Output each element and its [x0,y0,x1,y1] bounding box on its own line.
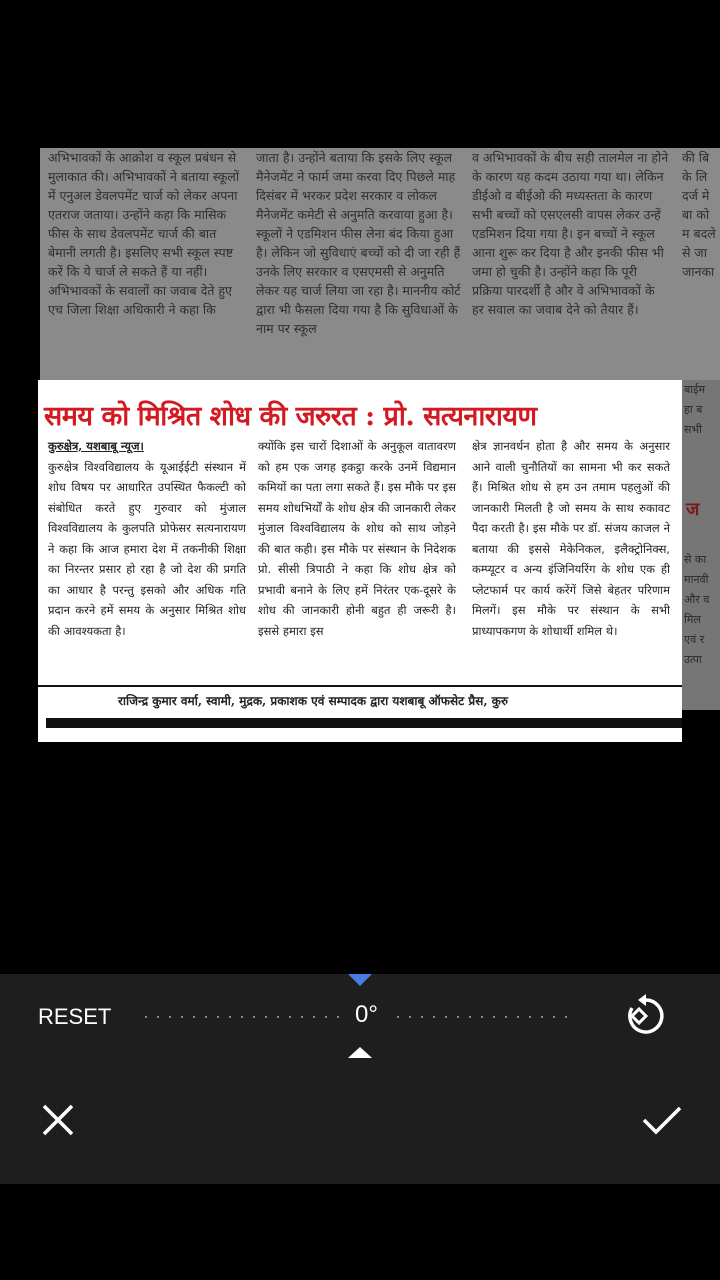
dial-tick [301,1016,303,1018]
background-column: जाता है। उन्होंने बताया कि इसके लिए स्कूल मैनेजमेंट ने फार्म जमा करवा दिए पिछले माह दिसंबर में भरकर प्रदेश सरकार व लोकल मैनेजमेंट कमेटी से अनुमति करवाया हुआ है। स्कूलों ने एडमिशन फीस लेना बंद किया हुआ है। लेकिन जो सुविधाएं बच्चों को दी जा रही हैं उनके लिए सरकार व एसएमसी से अनुमति लेकर यह चार्ज लिया जा रहा है। माननीय कोर्ट द्वारा भी फैसला दिया गया है कि सुविधाओं के नाम पर स्कूल [256,150,465,336]
dial-tick [469,1016,471,1018]
dial-tick [481,1016,483,1018]
article-headline: समय को मिश्रित शोध की जरुरत : प्रो. सत्यनारायण [44,401,537,432]
dial-tick [181,1016,183,1018]
dial-tick [217,1016,219,1018]
background-column: अभिभावकों के आक्रोश व स्कूल प्रबंधन से मुलाकात की। अभिभावकों ने बताया स्कूलों में एनुअल डेवलपमेंट चार्ज को लेकर अपना एतराज जताया। उन्होंने कहा कि मासिक फीस के साथ डेवलपमेंट चार्ज की बात बेमानी लगती है। इसलिए सभी स्कूल स्पष्ट करें कि ये चार्ज ले सकते हैं या नहीं। अभिभावकों के सवालों का जवाब देते हुए एच जिला शिक्षा अधिकारी ने कहा कि [48,150,244,317]
dial-tick [565,1016,567,1018]
dial-tick [205,1016,207,1018]
dial-tick [241,1016,243,1018]
dial-tick [529,1016,531,1018]
dial-tick [265,1016,267,1018]
footer-bar [46,718,682,728]
imprint-line: राजिन्द्र कुमार वर्मा, स्वामी, मुद्रक, प्रकाशक एवं सम्पादक द्वारा यशबाबू ऑफसेट प्रैस, कुरु [118,694,509,708]
check-icon[interactable] [638,1098,686,1142]
background-fragment: और व [684,593,710,606]
dial-tick [253,1016,255,1018]
article-dateline: कुरुक्षेत्र, यशबाबू न्यूज। [48,439,144,453]
background-fragment: मानवी [684,573,709,586]
background-column: की बि के लि दर्ज मे बा को म बदले से जा जानका [682,150,720,279]
background-fragment: से का [684,553,707,566]
article-column-1 [48,436,246,641]
dial-tick [277,1016,279,1018]
dial-tick [337,1016,339,1018]
dial-tick [157,1016,159,1018]
article-column-3: क्षेत्र ज्ञानवर्धन होता है और समय के अनुसार आने वाली चुनौतियों का सामना भी कर सकते हैं। मिश्रित शोध से हम उन तमाम पहलुओं की जानकारी मिलती है जो समय के साथ रुकावट पैदा करती है। इस मौके पर डॉ. संजय काजल ने बताया की इससे मेकेनिकल, इलैक्ट्रोनिक्स, कम्प्यूटर व अन्य इंजिनियरिंग के शोध एक ही प्लेटफार्म पर कार्य करेंगें जिसे बेहतर परिणाम मिलगें। इस मौके पर संस्थान के सभी प्राध्यापकगण के शोधार्थी शमिल थे। [472,439,670,638]
close-icon[interactable] [36,1098,80,1142]
dial-tick [445,1016,447,1018]
dial-tick [421,1016,423,1018]
background-newspaper [40,148,720,380]
rotation-angle: 0° [355,1001,378,1028]
dial-tick [169,1016,171,1018]
dial-tick [505,1016,507,1018]
background-right-edge [682,380,720,710]
background-column: व अभिभावकों के बीच सही तालमेल ना होने के कारण यह कदम उठाया गया था। लेकिन डीईओ व बीईओ की मध्यस्तता के कारण सभी बच्चों को एसएलसी वापस लेकर उन्हें एडमिशन दिया गया है। इन बच्चों ने स्कूल आना शुरू कर दिया है और इनकी फीस भी जमा हो चुकी है। उन्होंने कहा कि पूरी प्रक्रिया पारदर्शी है और वे अभिभावकों के हर सवाल का जवाब देने को तैयार हैं। [472,150,673,317]
dial-tick [397,1016,399,1018]
background-fragment: एवं र [684,633,705,646]
background-fragment: उत्पा [684,653,702,666]
dial-tick [517,1016,519,1018]
dial-tick [229,1016,231,1018]
dial-tick [541,1016,543,1018]
dial-tick [325,1016,327,1018]
crop-controls-panel [0,974,720,1184]
background-fragment: सभी [684,423,703,436]
rotate-icon[interactable] [622,992,670,1040]
article-column-text: कुरुक्षेत्र विश्वविद्यालय के यूआईईटी संस्थान में शोध विषय पर आधारित उपस्थित फैकल्टी को संबोधित करते हुए गुरुवार को मुंजाल विश्वविद्यालय के कुलपति प्रोफेसर सत्यनारायण ने कहा कि आज हमारा देश में तकनीकी शिक्षा का निरन्तर प्रसार हो रहा है जो देश की प्रगति का आधार है परन्तु इसको और अधिक गति प्रदान करने हमें समय के अनुसार मिश्रित शोध की आवश्यकता है। [48,459,246,638]
dial-pointer-icon [348,1047,372,1058]
dial-tick [433,1016,435,1018]
dial-tick [409,1016,411,1018]
background-fragment: मिल [684,613,701,626]
dial-tick [193,1016,195,1018]
background-fragment: बाईम [684,383,706,396]
article-column-2: क्योंकि इस चारों दिशाओं के अनुकूल वातावरण को हम एक जगह इकट्ठा करके उनमें विद्यमान कमियों का पता लगा सकते हैं। इस मौके पर इस समय शोधभिर्यों के शोध क्षेत्र की जानकारी लेकर मुंजाल विश्वविद्यालय के शोध को साथ जोड़ने की बात कही। इस मौके पर संस्थान के निदेशक प्रो. सीसी त्रिपाठी ने कहा कि शोध क्षेत्र को प्रभावी बनाने के लिए हमें निरंतर एक-दूसरे के शोध की जानकारी होनी बहुत ही जरूरी है। इससे हमारा इस [258,439,456,638]
background-fragment: हा ब [684,403,703,416]
dial-tick [145,1016,147,1018]
dial-tick [289,1016,291,1018]
bottom-spacer [0,1184,720,1280]
background-fragment: ज [686,499,700,520]
dial-indicator-icon [348,974,372,986]
dial-tick [457,1016,459,1018]
dial-tick [493,1016,495,1018]
dial-tick [553,1016,555,1018]
crop-area[interactable] [38,380,682,742]
reset-button[interactable]: RESET [38,1004,112,1029]
footer-rule [38,685,682,687]
dial-tick [313,1016,315,1018]
